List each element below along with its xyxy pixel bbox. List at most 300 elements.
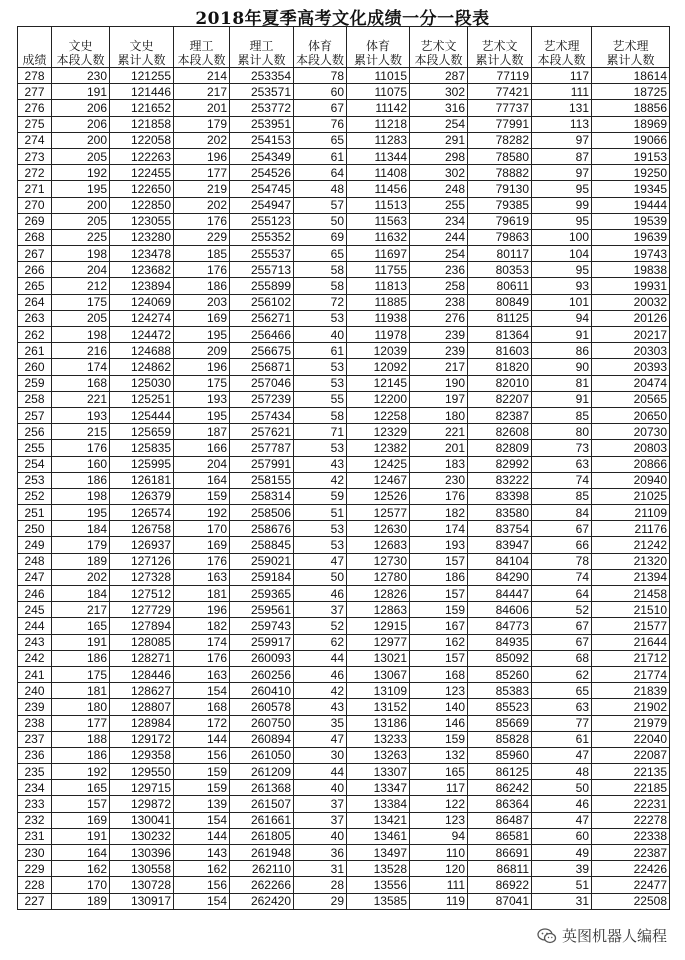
column-header: [532, 27, 592, 68]
table-cell: 47: [294, 553, 347, 569]
table-cell: 166: [174, 440, 230, 456]
table-row: [18, 229, 670, 245]
table-cell: 168: [410, 666, 468, 682]
table-cell: 260256: [230, 666, 294, 682]
table-cell: 126758: [110, 521, 174, 537]
table-cell: 128271: [110, 650, 174, 666]
table-cell: 258676: [230, 521, 294, 537]
table-cell: 189: [52, 553, 110, 569]
wechat-icon: [537, 928, 557, 944]
table-cell: 79619: [468, 213, 532, 229]
table-cell: 61: [294, 343, 347, 359]
table-cell: 77991: [468, 116, 532, 132]
table-cell: 21510: [592, 602, 670, 618]
score-cell: 238: [18, 715, 52, 731]
table-cell: 259021: [230, 553, 294, 569]
column-header: [230, 27, 294, 68]
table-cell: 180: [52, 699, 110, 715]
score-cell: 263: [18, 310, 52, 326]
table-cell: 13384: [347, 796, 410, 812]
table-cell: 186: [52, 747, 110, 763]
table-cell: 165: [52, 618, 110, 634]
table-cell: 217: [52, 602, 110, 618]
table-row: [18, 391, 670, 407]
table-cell: 84773: [468, 618, 532, 634]
table-cell: 22387: [592, 845, 670, 861]
table-row: [18, 424, 670, 440]
table-cell: 121446: [110, 84, 174, 100]
table-cell: 99: [532, 197, 592, 213]
table-cell: 221: [410, 424, 468, 440]
table-cell: 12467: [347, 472, 410, 488]
table-cell: 95: [532, 181, 592, 197]
table-cell: 11513: [347, 197, 410, 213]
table-cell: 82207: [468, 391, 532, 407]
table-cell: 86125: [468, 764, 532, 780]
table-cell: 159: [174, 488, 230, 504]
table-cell: 87041: [468, 893, 532, 909]
table-cell: 124472: [110, 327, 174, 343]
table-cell: 104: [532, 246, 592, 262]
table-cell: 239: [410, 343, 468, 359]
table-cell: 181: [174, 586, 230, 602]
table-row: [18, 586, 670, 602]
table-cell: 53: [294, 440, 347, 456]
score-cell: 255: [18, 440, 52, 456]
table-cell: 19153: [592, 148, 670, 164]
table-cell: 130232: [110, 828, 174, 844]
table-cell: 84104: [468, 553, 532, 569]
table-cell: 157: [52, 796, 110, 812]
table-cell: 258845: [230, 537, 294, 553]
table-cell: 302: [410, 84, 468, 100]
column-header-group: 体育: [307, 39, 332, 53]
table-cell: 179: [52, 537, 110, 553]
table-cell: 126937: [110, 537, 174, 553]
table-cell: 11344: [347, 148, 410, 164]
table-cell: 175: [52, 666, 110, 682]
table-cell: 44: [294, 764, 347, 780]
table-cell: 125030: [110, 375, 174, 391]
score-cell: 245: [18, 602, 52, 618]
table-cell: 58: [294, 278, 347, 294]
table-cell: 257434: [230, 407, 294, 423]
score-cell: 243: [18, 634, 52, 650]
table-cell: 154: [174, 812, 230, 828]
score-cell: 247: [18, 569, 52, 585]
table-cell: 170: [52, 877, 110, 893]
page-title: 2018年夏季高考文化成绩一分一段表: [195, 9, 490, 29]
table-cell: 13497: [347, 845, 410, 861]
table-cell: 176: [174, 262, 230, 278]
table-cell: 219: [174, 181, 230, 197]
score-cell: 276: [18, 100, 52, 116]
table-cell: 13556: [347, 877, 410, 893]
table-row: [18, 553, 670, 569]
score-cell: 260: [18, 359, 52, 375]
table-cell: 157: [410, 553, 468, 569]
table-cell: 200: [52, 132, 110, 148]
table-cell: 259743: [230, 618, 294, 634]
watermark: [537, 925, 667, 946]
table-cell: 51: [532, 877, 592, 893]
table-cell: 176: [52, 440, 110, 456]
table-cell: 130558: [110, 861, 174, 877]
table-row: [18, 683, 670, 699]
table-cell: 12730: [347, 553, 410, 569]
table-cell: 84935: [468, 634, 532, 650]
table-cell: 11938: [347, 310, 410, 326]
table-cell: 47: [532, 812, 592, 828]
score-cell: 248: [18, 553, 52, 569]
table-cell: 186: [410, 569, 468, 585]
table-cell: 46: [294, 586, 347, 602]
column-header: [110, 27, 174, 68]
column-header-group: 文史: [129, 39, 154, 53]
table-cell: 81: [532, 375, 592, 391]
table-cell: 11755: [347, 262, 410, 278]
table-cell: 80: [532, 424, 592, 440]
table-cell: 21458: [592, 586, 670, 602]
table-cell: 258155: [230, 472, 294, 488]
table-cell: 87: [532, 148, 592, 164]
table-cell: 175: [174, 375, 230, 391]
table-row: [18, 310, 670, 326]
table-cell: 180: [410, 407, 468, 423]
score-cell: 264: [18, 294, 52, 310]
table-cell: 225: [52, 229, 110, 245]
table-cell: 259917: [230, 634, 294, 650]
table-cell: 123280: [110, 229, 174, 245]
table-cell: 174: [52, 359, 110, 375]
table-cell: 60: [294, 84, 347, 100]
table-cell: 123055: [110, 213, 174, 229]
table-cell: 82010: [468, 375, 532, 391]
table-cell: 183: [410, 456, 468, 472]
table-cell: 80611: [468, 278, 532, 294]
table-cell: 12526: [347, 488, 410, 504]
table-cell: 21025: [592, 488, 670, 504]
score-table: [17, 26, 670, 910]
table-cell: 205: [52, 213, 110, 229]
table-cell: 73: [532, 440, 592, 456]
table-cell: 80849: [468, 294, 532, 310]
column-header: [592, 27, 670, 68]
table-cell: 62: [532, 666, 592, 682]
table-cell: 259184: [230, 569, 294, 585]
score-cell: 233: [18, 796, 52, 812]
table-cell: 21577: [592, 618, 670, 634]
score-cell: 252: [18, 488, 52, 504]
table-cell: 12039: [347, 343, 410, 359]
table-cell: 125659: [110, 424, 174, 440]
table-cell: 164: [174, 472, 230, 488]
table-cell: 111: [410, 877, 468, 893]
table-cell: 86581: [468, 828, 532, 844]
table-cell: 261948: [230, 845, 294, 861]
table-cell: 85: [532, 407, 592, 423]
column-header: [52, 27, 110, 68]
table-row: [18, 715, 670, 731]
table-cell: 254745: [230, 181, 294, 197]
table-cell: 85: [532, 488, 592, 504]
table-cell: 256271: [230, 310, 294, 326]
table-cell: 259365: [230, 586, 294, 602]
table-cell: 257991: [230, 456, 294, 472]
column-header-label: 本段人数: [296, 53, 345, 67]
table-cell: 193: [410, 537, 468, 553]
table-cell: 258: [410, 278, 468, 294]
table-cell: 12200: [347, 391, 410, 407]
table-cell: 86487: [468, 812, 532, 828]
table-cell: 53: [294, 359, 347, 375]
table-cell: 40: [294, 780, 347, 796]
score-cell: 268: [18, 229, 52, 245]
table-cell: 144: [174, 828, 230, 844]
table-cell: 82608: [468, 424, 532, 440]
column-header-group: 体育: [365, 39, 390, 53]
table-cell: 124862: [110, 359, 174, 375]
table-cell: 239: [410, 327, 468, 343]
table-cell: 85383: [468, 683, 532, 699]
table-cell: 20303: [592, 343, 670, 359]
table-cell: 164: [52, 845, 110, 861]
table-cell: 157: [410, 650, 468, 666]
table-cell: 86691: [468, 845, 532, 861]
table-cell: 53: [294, 521, 347, 537]
table-cell: 61: [294, 148, 347, 164]
table-cell: 82992: [468, 456, 532, 472]
score-cell: 258: [18, 391, 52, 407]
table-cell: 78580: [468, 148, 532, 164]
table-cell: 255: [410, 197, 468, 213]
table-cell: 20126: [592, 310, 670, 326]
table-cell: 120: [410, 861, 468, 877]
column-header-group: 理工: [189, 39, 214, 53]
score-cell: 231: [18, 828, 52, 844]
table-cell: 128984: [110, 715, 174, 731]
table-cell: 117: [532, 68, 592, 84]
table-cell: 65: [294, 132, 347, 148]
table-cell: 176: [174, 650, 230, 666]
table-cell: 162: [174, 861, 230, 877]
table-cell: 117: [410, 780, 468, 796]
score-cell: 253: [18, 472, 52, 488]
table-cell: 260578: [230, 699, 294, 715]
table-cell: 19931: [592, 278, 670, 294]
table-cell: 90: [532, 359, 592, 375]
table-cell: 29: [294, 893, 347, 909]
table-cell: 91: [532, 327, 592, 343]
table-cell: 11015: [347, 68, 410, 84]
table-cell: 19838: [592, 262, 670, 278]
table-cell: 122455: [110, 165, 174, 181]
table-cell: 12258: [347, 407, 410, 423]
table-cell: 11697: [347, 246, 410, 262]
table-cell: 196: [174, 359, 230, 375]
table-cell: 130728: [110, 877, 174, 893]
table-cell: 262110: [230, 861, 294, 877]
table-cell: 94: [532, 310, 592, 326]
table-cell: 169: [52, 812, 110, 828]
table-cell: 260093: [230, 650, 294, 666]
table-cell: 129872: [110, 796, 174, 812]
table-cell: 261368: [230, 780, 294, 796]
table-cell: 58: [294, 407, 347, 423]
table-cell: 12863: [347, 602, 410, 618]
table-cell: 60: [532, 828, 592, 844]
table-cell: 181: [52, 683, 110, 699]
score-cell: 242: [18, 650, 52, 666]
table-row: [18, 877, 670, 893]
table-cell: 11142: [347, 100, 410, 116]
table-cell: 31: [294, 861, 347, 877]
table-cell: 206: [52, 100, 110, 116]
table-cell: 21176: [592, 521, 670, 537]
table-cell: 13461: [347, 828, 410, 844]
table-cell: 19639: [592, 229, 670, 245]
table-cell: 85092: [468, 650, 532, 666]
table-cell: 48: [532, 764, 592, 780]
table-cell: 130396: [110, 845, 174, 861]
table-cell: 84290: [468, 569, 532, 585]
table-cell: 46: [294, 666, 347, 682]
table-cell: 37: [294, 602, 347, 618]
table-cell: 51: [294, 505, 347, 521]
table-cell: 21712: [592, 650, 670, 666]
table-cell: 162: [52, 861, 110, 877]
table-cell: 192: [174, 505, 230, 521]
score-cell: 266: [18, 262, 52, 278]
table-cell: 126379: [110, 488, 174, 504]
table-row: [18, 699, 670, 715]
column-header: [468, 27, 532, 68]
table-row: [18, 602, 670, 618]
table-cell: 131: [532, 100, 592, 116]
table-cell: 119: [410, 893, 468, 909]
table-cell: 13067: [347, 666, 410, 682]
table-cell: 85260: [468, 666, 532, 682]
table-cell: 13263: [347, 747, 410, 763]
table-cell: 62: [294, 634, 347, 650]
table-cell: 97: [532, 132, 592, 148]
table-cell: 234: [410, 213, 468, 229]
score-cell: 244: [18, 618, 52, 634]
table-cell: 128085: [110, 634, 174, 650]
table-cell: 83222: [468, 472, 532, 488]
table-cell: 287: [410, 68, 468, 84]
table-cell: 261507: [230, 796, 294, 812]
table-cell: 113: [532, 116, 592, 132]
table-cell: 260750: [230, 715, 294, 731]
table-cell: 18614: [592, 68, 670, 84]
table-cell: 81820: [468, 359, 532, 375]
table-cell: 217: [174, 84, 230, 100]
table-cell: 11075: [347, 84, 410, 100]
table-cell: 74: [532, 472, 592, 488]
table-cell: 196: [174, 602, 230, 618]
table-cell: 43: [294, 699, 347, 715]
table-cell: 129715: [110, 780, 174, 796]
table-cell: 122263: [110, 148, 174, 164]
table-cell: 49: [532, 845, 592, 861]
table-cell: 52: [532, 602, 592, 618]
table-cell: 203: [174, 294, 230, 310]
table-cell: 79130: [468, 181, 532, 197]
table-cell: 192: [52, 165, 110, 181]
table-cell: 11283: [347, 132, 410, 148]
table-cell: 21839: [592, 683, 670, 699]
table-cell: 128627: [110, 683, 174, 699]
table-row: [18, 132, 670, 148]
table-cell: 48: [294, 181, 347, 197]
table-cell: 253951: [230, 116, 294, 132]
table-cell: 261050: [230, 747, 294, 763]
table-cell: 130041: [110, 812, 174, 828]
column-header: [174, 27, 230, 68]
table-cell: 201: [174, 100, 230, 116]
table-cell: 221: [52, 391, 110, 407]
table-cell: 198: [52, 327, 110, 343]
table-cell: 256102: [230, 294, 294, 310]
table-cell: 11813: [347, 278, 410, 294]
table-cell: 165: [410, 764, 468, 780]
column-header-label: 本段人数: [537, 53, 586, 67]
table-cell: 185: [174, 246, 230, 262]
table-row: [18, 618, 670, 634]
table-cell: 124069: [110, 294, 174, 310]
table-cell: 198: [52, 488, 110, 504]
table-row: [18, 246, 670, 262]
score-cell: 249: [18, 537, 52, 553]
score-cell: 272: [18, 165, 52, 181]
column-header-label: 成绩: [22, 53, 47, 67]
table-cell: 255899: [230, 278, 294, 294]
table-cell: 254947: [230, 197, 294, 213]
table-cell: 12780: [347, 569, 410, 585]
table-cell: 127729: [110, 602, 174, 618]
table-cell: 212: [52, 278, 110, 294]
table-cell: 20393: [592, 359, 670, 375]
table-cell: 195: [52, 505, 110, 521]
table-row: [18, 731, 670, 747]
table-cell: 19066: [592, 132, 670, 148]
table-cell: 159: [174, 780, 230, 796]
table-cell: 76: [294, 116, 347, 132]
table-cell: 18969: [592, 116, 670, 132]
table-cell: 262420: [230, 893, 294, 909]
table-row: [18, 68, 670, 84]
column-header-group: 艺术理: [543, 39, 580, 53]
table-row: [18, 634, 670, 650]
table-cell: 209: [174, 343, 230, 359]
score-cell: 234: [18, 780, 52, 796]
table-cell: 121652: [110, 100, 174, 116]
table-cell: 13186: [347, 715, 410, 731]
score-cell: 270: [18, 197, 52, 213]
table-body: [18, 68, 670, 910]
table-cell: 12092: [347, 359, 410, 375]
table-cell: 63: [532, 456, 592, 472]
table-cell: 177: [174, 165, 230, 181]
table-cell: 254153: [230, 132, 294, 148]
table-cell: 94: [410, 828, 468, 844]
table-cell: 202: [174, 197, 230, 213]
table-cell: 11885: [347, 294, 410, 310]
table-cell: 82809: [468, 440, 532, 456]
table-cell: 43: [294, 456, 347, 472]
table-cell: 187: [174, 424, 230, 440]
